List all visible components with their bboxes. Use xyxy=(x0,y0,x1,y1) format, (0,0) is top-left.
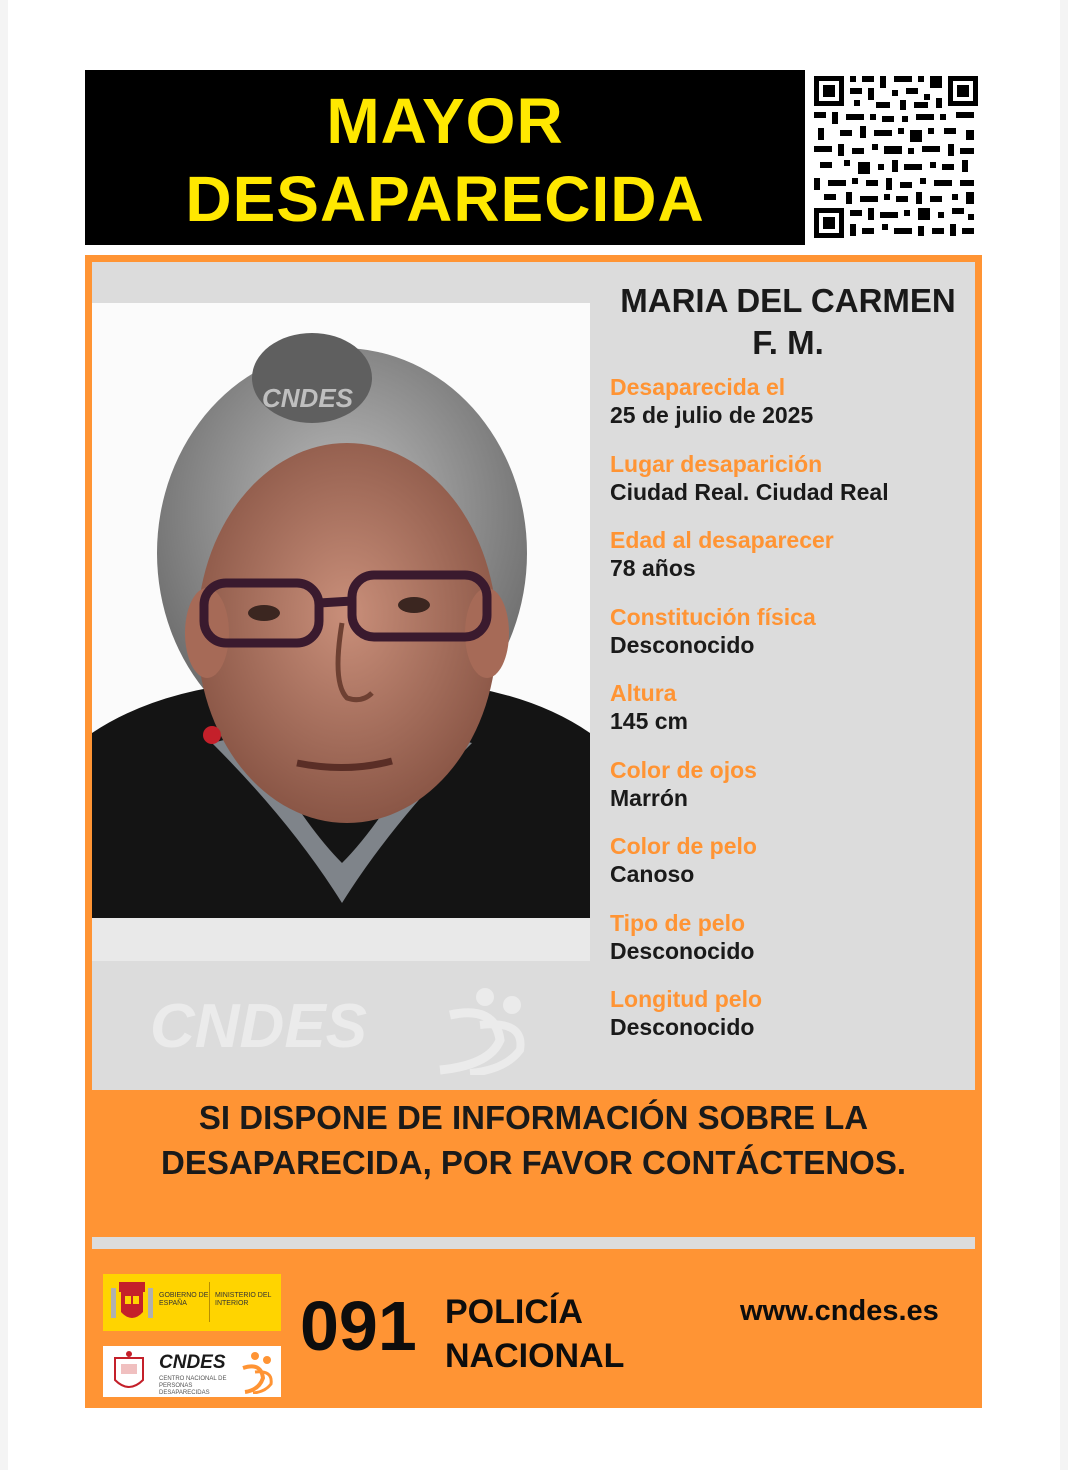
field-age xyxy=(610,526,970,603)
field-value: Canoso xyxy=(610,861,695,887)
field-date xyxy=(610,373,970,450)
field-label: Constitución física xyxy=(610,603,816,630)
emblem-icon xyxy=(105,1346,153,1397)
field-label: Lugar desaparición xyxy=(610,450,823,477)
field-value: 78 años xyxy=(610,555,696,581)
cndes-swoosh-icon xyxy=(241,1350,277,1394)
field-label: Tipo de pelo xyxy=(610,909,746,936)
photo-watermark: CNDES xyxy=(262,383,354,413)
field-label: Color de ojos xyxy=(610,756,757,783)
field-label: Edad al desaparecer xyxy=(610,527,834,553)
person-name-line-2: F. M. xyxy=(752,324,824,361)
contact-line-2: DESAPARECIDA, POR FAVOR CONTÁCTENOS. xyxy=(161,1144,906,1181)
poster-header xyxy=(85,70,805,245)
police-label xyxy=(445,1290,624,1378)
police-line-2: NACIONAL xyxy=(445,1337,625,1375)
logo-separator xyxy=(209,1282,210,1322)
field-label: Desaparecida el xyxy=(610,374,786,400)
person-name xyxy=(598,280,978,364)
ministerio-text: MINISTERIO DEL INTERIOR xyxy=(215,1292,272,1307)
gobierno-text: GOBIERNO DE ESPAÑA xyxy=(159,1292,209,1307)
header-line-2: DESAPARECIDA xyxy=(185,163,705,235)
website-link[interactable]: www.cndes.es xyxy=(740,1295,939,1327)
footer-divider xyxy=(92,1237,975,1249)
field-hair-color xyxy=(610,832,970,909)
cndes-logo-text: CNDES xyxy=(159,1352,226,1373)
header-line-1: MAYOR xyxy=(326,85,564,157)
field-value: Marrón xyxy=(610,784,688,811)
field-label: Altura xyxy=(610,680,677,706)
field-value: Ciudad Real. Ciudad Real xyxy=(610,478,889,505)
field-label: Color de pelo xyxy=(610,833,757,859)
cndes-logo xyxy=(103,1346,281,1397)
field-eye-color xyxy=(610,756,970,833)
missing-person-photo xyxy=(92,303,590,918)
police-line-1: POLICÍA xyxy=(445,1293,583,1331)
gobierno-logo xyxy=(103,1274,281,1331)
person-name-line-1: MARIA DEL CARMEN xyxy=(620,282,956,319)
contact-line-1: SI DISPONE DE INFORMACIÓN SOBRE LA xyxy=(198,1099,869,1136)
field-value: 145 cm xyxy=(610,708,689,734)
panel-watermark xyxy=(150,985,570,1075)
qr-code[interactable] xyxy=(810,72,982,242)
field-value: 25 de julio de 2025 xyxy=(610,402,814,428)
field-place xyxy=(610,450,970,527)
field-height xyxy=(610,679,970,756)
portrait-icon xyxy=(92,303,590,918)
emergency-phone[interactable]: 091 xyxy=(300,1287,417,1365)
details-list xyxy=(610,373,970,1062)
field-value: Desconocido xyxy=(610,1014,755,1040)
qr-code-icon xyxy=(810,72,982,242)
field-value: Desconocido xyxy=(610,937,755,964)
coat-of-arms-icon xyxy=(107,1274,157,1331)
cndes-watermark-icon xyxy=(150,985,570,1075)
contact-message xyxy=(92,1095,975,1185)
field-label: Longitud pelo xyxy=(610,986,763,1012)
cndes-logo-subtitle: CENTRO NACIONAL DE PERSONAS DESAPARECIDAS xyxy=(159,1376,227,1396)
field-build xyxy=(610,603,970,680)
panel-watermark-text: CNDES xyxy=(150,992,368,1061)
field-value: Desconocido xyxy=(610,631,755,658)
field-hair-length xyxy=(610,985,970,1062)
field-hair-type xyxy=(610,909,970,986)
